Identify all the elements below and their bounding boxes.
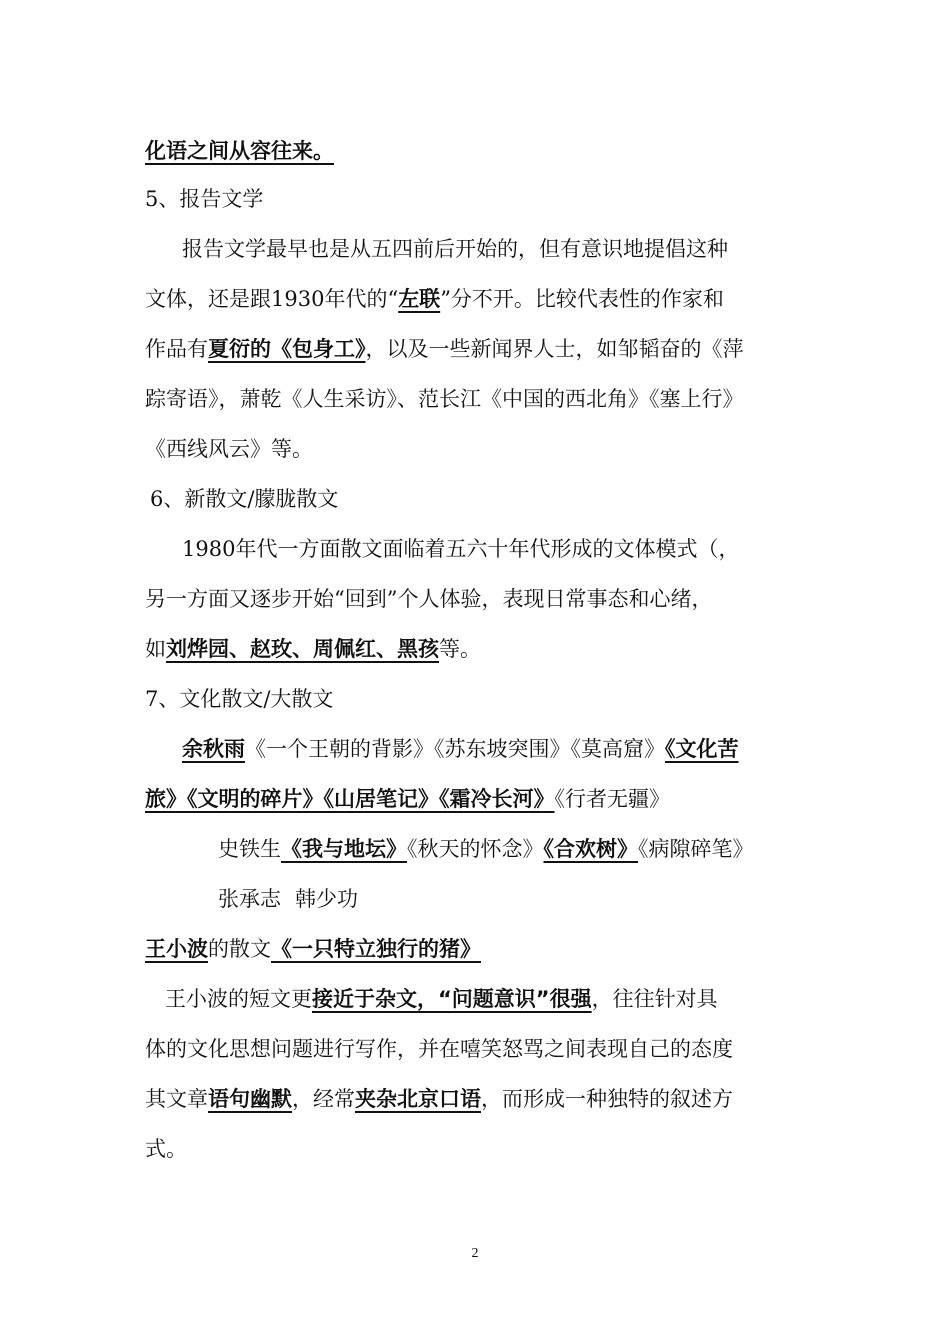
text-span: 如 <box>145 637 166 661</box>
text-line <box>145 934 481 964</box>
text-line <box>145 184 263 214</box>
text-span: ，以及一些新闻界人士，如邹韬奋的《萍 <box>365 337 744 361</box>
text-span: ，而形成一种独特的叙述方 <box>481 1087 733 1111</box>
emphasized-text: 语句幽默 <box>208 1087 292 1111</box>
text-span: 王小波的短文更 <box>165 987 312 1011</box>
text-line <box>145 1134 187 1164</box>
text-span: 《秋天的怀念》 <box>407 837 544 861</box>
emphasized-text: 《一只特立独行的猪》 <box>271 937 481 961</box>
text-line <box>182 734 739 764</box>
text-span: 史铁生 <box>218 837 281 861</box>
text-span: 踪寄语》，萧乾《人生采访》、范长江《中国的西北角》《塞上行》 <box>145 387 744 411</box>
text-line <box>150 484 338 514</box>
text-line <box>145 136 334 166</box>
text-span: ”分不开。比较代表性的作家和 <box>440 287 724 311</box>
text-span: 其文章 <box>145 1087 208 1111</box>
emphasized-text: 夹杂北京口语 <box>355 1087 481 1111</box>
text-span: 作品有 <box>145 337 208 361</box>
page-number: 2 <box>471 1246 479 1261</box>
text-span: 《一个王朝的背影》《苏东坡突围》《莫高窟》 <box>245 737 665 761</box>
emphasized-text: 夏衍的《包身工》 <box>208 337 366 361</box>
text-line <box>145 384 744 414</box>
text-span: 式。 <box>145 1137 187 1161</box>
text-span: 6、新散文/朦胧散文 <box>150 487 339 511</box>
text-line <box>145 584 712 614</box>
emphasized-text: 旅》《文明的碎片》《山居笔记》《霜冷长河》 <box>145 787 555 811</box>
text-line <box>145 1084 733 1114</box>
text-span: 文体，还是跟1930年代的“ <box>145 287 399 311</box>
emphasized-text: 刘烨园、赵玫、周佩红、黑孩 <box>166 637 439 661</box>
text-span: ，往往针对具 <box>591 987 718 1011</box>
emphasized-text: 《我与地坛》 <box>281 837 407 861</box>
text-span: 张承志 <box>218 887 281 911</box>
emphasized-text: 余秋雨 <box>182 737 245 761</box>
emphasized-text: 《文化苦 <box>665 737 739 761</box>
text-span: 等。 <box>439 637 481 661</box>
text-span: ，经常 <box>292 1087 355 1111</box>
text-span: 韩少功 <box>295 887 358 911</box>
emphasized-text: 化语之间从容往来。 <box>145 139 334 163</box>
text-line <box>145 634 481 664</box>
text-span: 1980年代一方面散文面临着五六十年代形成的文体模式（， <box>182 537 740 561</box>
text-line <box>182 534 739 564</box>
text-line <box>145 1034 733 1064</box>
text-line <box>165 984 718 1014</box>
emphasized-text: 王小波 <box>145 937 208 961</box>
text-span: 5、报告文学 <box>145 187 264 211</box>
emphasized-text: 《合欢树》 <box>543 837 638 861</box>
text-span: 体的文化思想问题进行写作，并在嘻笑怒骂之间表现自己的态度 <box>145 1037 733 1061</box>
text-line <box>218 834 754 864</box>
text-line <box>182 234 728 264</box>
text-line <box>145 784 670 814</box>
emphasized-text: 左联 <box>398 287 441 311</box>
text-span: 的散文 <box>208 937 271 961</box>
text-span: 报告文学最早也是从五四前后开始的，但有意识地提倡这种 <box>182 237 728 261</box>
text-span: 《行者无疆》 <box>554 787 670 811</box>
text-span: 7、文化散文/大散文 <box>145 687 334 711</box>
text-span: 《病隙碎笔》 <box>638 837 754 861</box>
text-line <box>145 334 744 364</box>
text-line <box>145 684 333 714</box>
text-line <box>218 884 358 914</box>
text-line <box>145 434 313 464</box>
text-span: 另一方面又逐步开始“回到”个人体验，表现日常事态和心绪， <box>145 587 713 611</box>
text-line <box>145 284 724 314</box>
emphasized-text: 接近于杂文 <box>312 987 417 1011</box>
text-span: 《西线风云》等。 <box>145 437 313 461</box>
emphasized-text: ，“问题意识”很强 <box>417 987 592 1011</box>
